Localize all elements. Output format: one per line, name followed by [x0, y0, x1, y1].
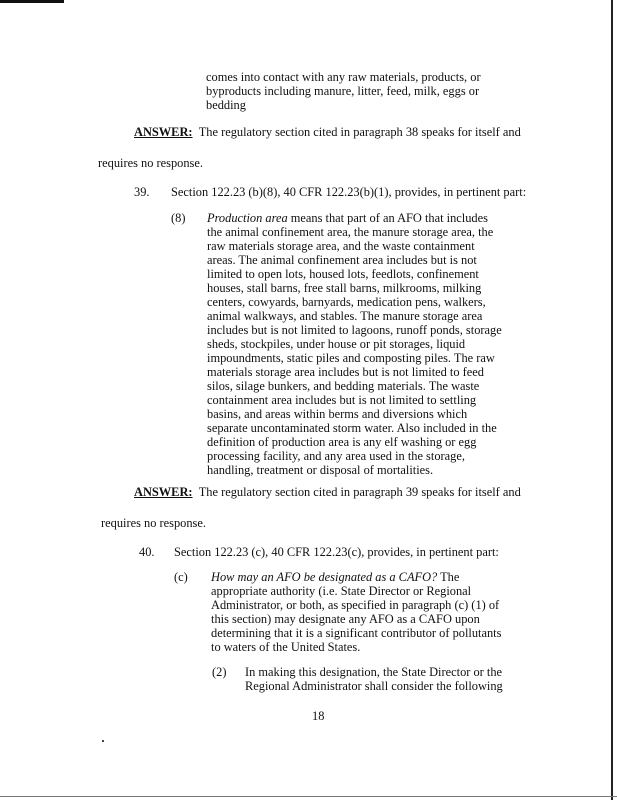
answer-label: ANSWER: [134, 125, 193, 139]
para-39-line: processing facility, and any area used in the storage, [207, 449, 465, 463]
para-39-first-line [207, 211, 488, 225]
para-40-line: appropriate authority (i.e. State Director or Regional [211, 584, 472, 598]
para-39-body [207, 225, 507, 477]
scan-bottom-edge [0, 796, 617, 797]
top-block-line: comes into contact with any raw materials, products, or [206, 70, 481, 84]
answer-label: ANSWER: [134, 485, 193, 499]
para-40-first-line-rest: The [437, 570, 460, 584]
para-39-line: silos, silage bunkers, and bedding materials. The waste [207, 379, 480, 393]
para-39-line: the animal confinement area, the manure storage area, the [207, 225, 494, 239]
top-block-line: byproducts including manure, litter, feed, milk, eggs or [206, 84, 480, 98]
para-39-line: materials storage area includes but is not limited to feed [207, 365, 484, 379]
para-40-line: determining that it is a significant contributor of pollutants [211, 626, 502, 640]
para-40-sub2-line: Regional Administrator shall consider the following [245, 679, 503, 693]
para-40-sub2-line: In making this designation, the State Director or the [245, 665, 503, 679]
para-39-line: raw materials storage area, and the waste containment [207, 239, 475, 253]
para-39-line: impoundments, static piles and composting piles. The raw [207, 351, 495, 365]
para-39-line: houses, stall barns, free stall barns, milkrooms, milking [207, 281, 482, 295]
para-40-number: 40. [139, 545, 155, 559]
para-39-intro: Section 122.23 (b)(8), 40 CFR 122.23(b)(1), provides, in pertinent part: [171, 185, 527, 199]
scan-corner-mark [0, 0, 64, 3]
para-40-first-line [211, 570, 459, 584]
para-39-sub-label: (8) [171, 211, 186, 225]
para-39-line: limited to open lots, housed lots, feedlots, confinement [207, 267, 479, 281]
para-40-sub2-label: (2) [212, 665, 227, 679]
para-39-line: areas. The animal confinement area includes but is not [207, 253, 477, 267]
answer-39-line [134, 485, 521, 499]
scan-speck [102, 740, 104, 742]
answer-38-continuation: requires no response. [98, 156, 203, 170]
answer-38-line [134, 125, 521, 139]
question-designation: How may an AFO be designated as a CAFO? [211, 570, 438, 584]
para-40-intro: Section 122.23 (c), 40 CFR 122.23(c), provides, in pertinent part: [174, 545, 499, 559]
para-39-line: sheds, stockpiles, under house or pit storages, liquid [207, 337, 466, 351]
para-40-body [211, 584, 511, 654]
term-production-area: Production area [207, 211, 288, 225]
scan-right-edge [611, 0, 613, 800]
para-39-number: 39. [134, 185, 150, 199]
para-39-line: definition of production area is any elf washing or egg [207, 435, 477, 449]
para-39-line: centers, cowyards, barnyards, medication pens, walkers, [207, 295, 486, 309]
para-39-line: separate uncontaminated storm water. Also included in the [207, 421, 497, 435]
para-40-sub2-body [245, 665, 545, 693]
answer-39-text: The regulatory section cited in paragraph 39 speaks for itself and [198, 485, 521, 499]
para-39-line: includes but is not limited to lagoons, runoff ponds, storage [207, 323, 502, 337]
para-39-line: handling, treatment or disposal of mortalities. [207, 463, 434, 477]
para-40-line: Administrator, or both, as specified in paragraph (c) (1) of [211, 598, 500, 612]
para-39-line: containment area includes but is not limited to settling [207, 393, 477, 407]
para-40-sub-label: (c) [174, 570, 188, 584]
answer-39-continuation: requires no response. [101, 516, 206, 530]
answer-38-text: The regulatory section cited in paragraph 38 speaks for itself and [198, 125, 521, 139]
para-39-first-line-rest: means that part of an AFO that includes [287, 211, 488, 225]
top-block-line: bedding [206, 98, 246, 112]
para-39-line: basins, and areas within berms and diversions which [207, 407, 468, 421]
page-number: 18 [312, 709, 325, 723]
para-40-line: this section) may designate any AFO as a CAFO upon [211, 612, 480, 626]
para-40-line: to waters of the United States. [211, 640, 361, 654]
para-39-line: animal walkways, and stables. The manure storage area [207, 309, 483, 323]
